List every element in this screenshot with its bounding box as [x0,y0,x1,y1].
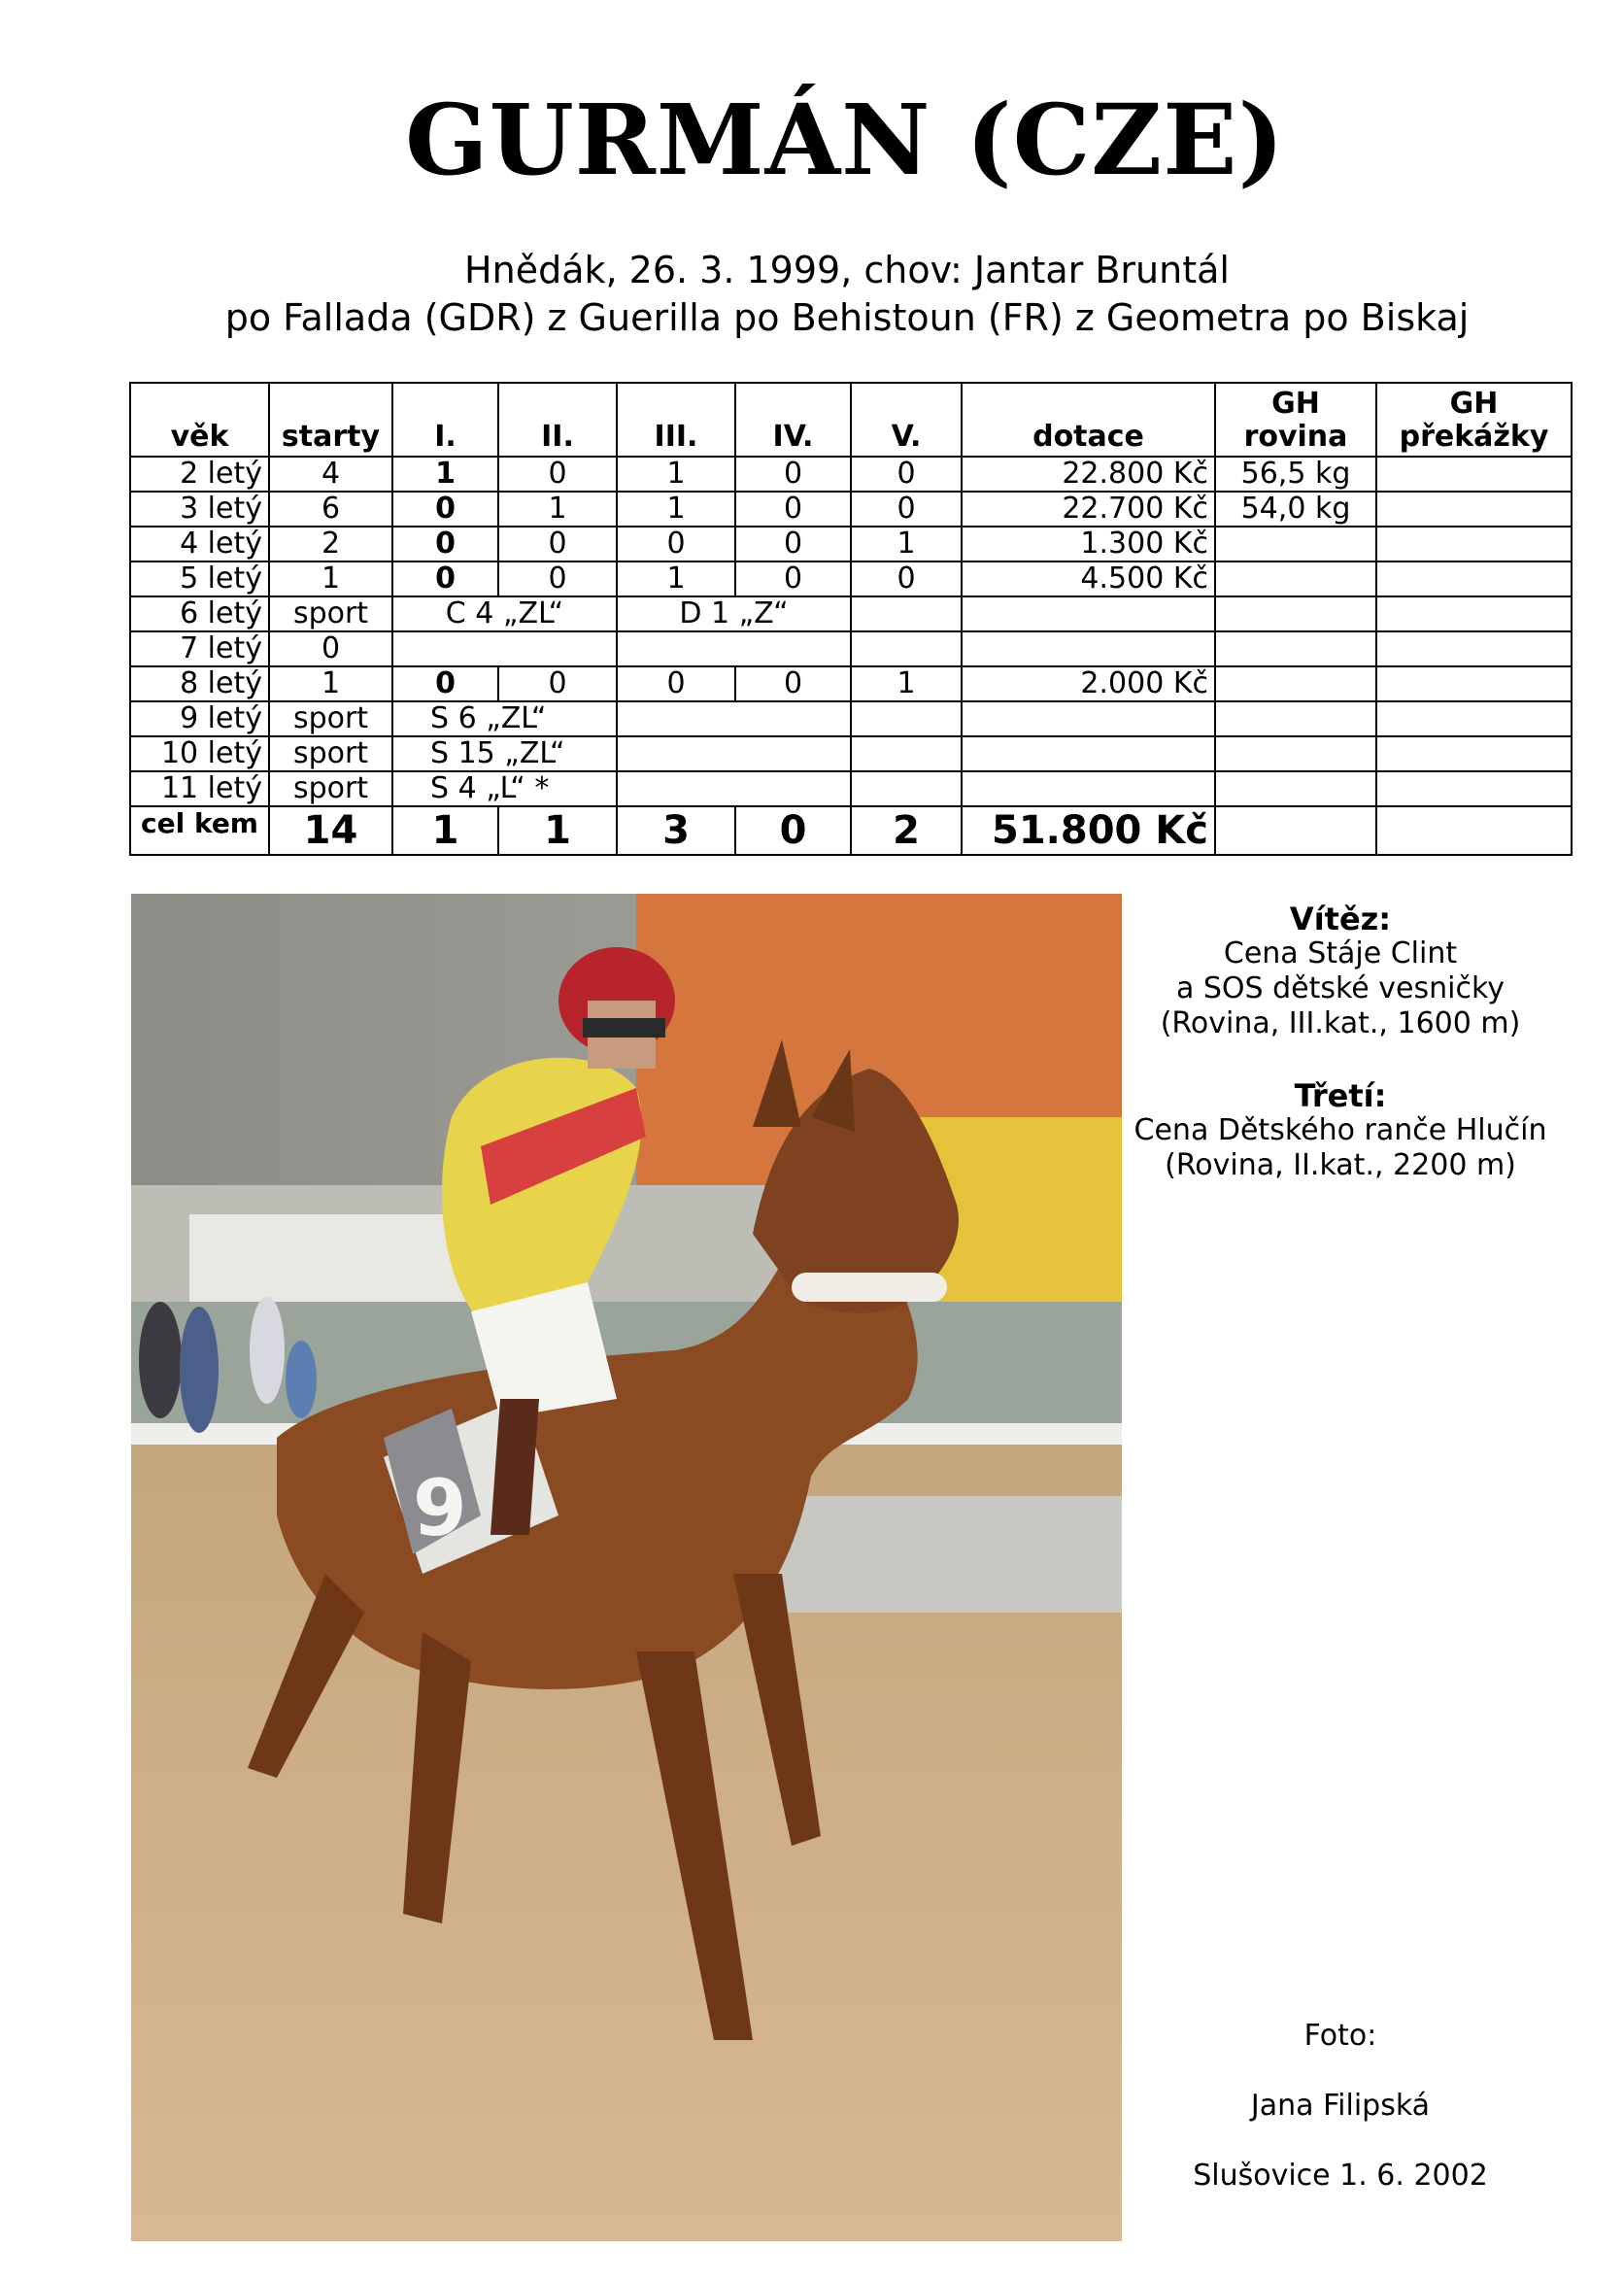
header-gh-rovina [1215,383,1376,457]
cell-empty [1215,771,1376,806]
cell-vek: 8 letý [130,666,269,701]
photo-credit-place-date: Slušovice 1. 6. 2002 [1193,2159,1488,2193]
race-horse-photo [131,894,1122,2241]
header-place-4: IV. [735,383,851,457]
cell-place-4: 0 [735,666,851,701]
cell-sport-result: S 15 „ZL“ [392,736,617,771]
cell-empty [1376,596,1572,631]
cell-total-place-2: 1 [498,806,617,855]
cell-place-2: 1 [498,492,617,527]
table-row [130,457,1572,492]
header-place-1: I. [392,383,498,457]
third-heading: Třetí: [1294,1077,1387,1114]
cell-empty [1215,631,1376,666]
table-row [130,596,1572,631]
horse-details: Hnědák, 26. 3. 1999, chov: Jantar Bruntál [464,249,1230,291]
cell-empty [962,631,1215,666]
cell-place-5: 1 [851,527,962,561]
cell-empty [392,631,617,666]
cell-starty: sport [269,736,392,771]
header-gh-rovina-2: rovina [1243,420,1348,454]
cell-empty [851,596,962,631]
cell-place-4: 0 [735,561,851,596]
table-row [130,771,1572,806]
cell-empty [851,631,962,666]
cell-vek: 9 letý [130,701,269,736]
cell-empty [1376,806,1572,855]
header-starty: starty [269,383,392,457]
cell-gh-prekazky [1376,527,1572,561]
cell-empty [1376,701,1572,736]
cell-place-5: 1 [851,666,962,701]
cell-empty [1215,701,1376,736]
cell-starty: 2 [269,527,392,561]
cell-total-starty: 14 [269,806,392,855]
cell-vek: 6 letý [130,596,269,631]
cell-place-3: 1 [617,561,735,596]
table-row [130,492,1572,527]
cell-vek: 11 letý [130,771,269,806]
horse-pedigree: po Fallada (GDR) z Guerilla po Behistoun (FR) z Geometra po Biskaj [224,296,1470,339]
cell-total-dotace: 51.800 Kč [962,806,1215,855]
cell-vek: 4 letý [130,527,269,561]
cell-empty [851,771,962,806]
cell-empty [1376,666,1572,701]
cell-starty: 4 [269,457,392,492]
cell-place-4: 0 [735,457,851,492]
cell-gh-rovina: 54,0 kg [1215,492,1376,527]
table-row [130,631,1572,666]
cell-dotace: 22.800 Kč [962,457,1215,492]
cell-empty [851,701,962,736]
cell-place-3: 1 [617,457,735,492]
header-gh-prekazky-1: GH [1449,387,1499,421]
cell-place-3: 0 [617,527,735,561]
cell-dotace: 1.300 Kč [962,527,1215,561]
cell-starty: 0 [269,631,392,666]
third-race-line1: Cena Dětského ranče Hlučín [1133,1113,1547,1147]
header-dotace: dotace [962,383,1215,457]
cell-place-1: 0 [392,561,498,596]
cell-empty [1376,771,1572,806]
cell-gh-rovina [1215,527,1376,561]
cell-starty: 1 [269,561,392,596]
cell-gh-prekazky [1376,561,1572,596]
cell-place-5: 0 [851,457,962,492]
cell-empty [1376,736,1572,771]
header-place-5: V. [851,383,962,457]
photo-credit-label: Foto: [1303,2019,1377,2053]
cell-place-1: 0 [392,666,498,701]
cell-place-5: 0 [851,492,962,527]
header-gh-rovina-1: GH [1271,387,1320,421]
cell-place-2: 0 [498,527,617,561]
cell-gh-prekazky [1376,457,1572,492]
page-title: GURMÁN (CZE) [405,83,1285,197]
cell-place-2: 0 [498,561,617,596]
cell-starty: sport [269,596,392,631]
cell-vek: 7 letý [130,631,269,666]
cell-sport-result: S 6 „ZL“ [392,701,617,736]
cell-empty [962,771,1215,806]
cell-vek: 5 letý [130,561,269,596]
cell-empty [1215,736,1376,771]
cell-place-5: 0 [851,561,962,596]
winner-heading: Vítěz: [1289,901,1392,937]
table-row [130,527,1572,561]
header-place-3: III. [617,383,735,457]
cell-total-place-1: 1 [392,806,498,855]
cell-place-2: 0 [498,457,617,492]
cell-place-3: 1 [617,492,735,527]
cell-empty [962,596,1215,631]
cell-starty: sport [269,701,392,736]
third-place-section [1127,1078,1554,1183]
table-row [130,561,1572,596]
winner-section [1127,902,1554,1041]
cell-gh-rovina: 56,5 kg [1215,457,1376,492]
winner-race-line1: Cena Stáje Clint [1223,936,1458,970]
cell-vek: 2 letý [130,457,269,492]
cell-dotace: 4.500 Kč [962,561,1215,596]
saddle-number: 9 [413,1463,467,1553]
cell-sport-result: C 4 „ZL“ [392,596,617,631]
third-race-line2: (Rovina, II.kat., 2200 m) [1165,1148,1516,1182]
winner-race-line3: (Rovina, III.kat., 1600 m) [1160,1006,1521,1040]
cell-place-1: 0 [392,527,498,561]
cell-total-place-3: 3 [617,806,735,855]
cell-empty [617,736,851,771]
header-vek: věk [130,383,269,457]
header-gh-prekazky [1376,383,1572,457]
cell-sport-result: S 4 „L“ * [392,771,617,806]
cell-empty [851,736,962,771]
cell-empty [617,631,851,666]
cell-total-label: cel kem [130,806,269,855]
cell-empty [1215,666,1376,701]
cell-place-1: 1 [392,457,498,492]
cell-place-4: 0 [735,492,851,527]
table-row [130,701,1572,736]
cell-gh-prekazky [1376,492,1572,527]
cell-place-1: 0 [392,492,498,527]
cell-empty [962,701,1215,736]
cell-place-3: 0 [617,666,735,701]
cell-empty [1215,806,1376,855]
table-row [130,736,1572,771]
cell-empty [617,771,851,806]
cell-empty [617,701,851,736]
cell-total-place-4: 0 [735,806,851,855]
cell-gh-rovina [1215,561,1376,596]
cell-empty [962,736,1215,771]
race-statistics-table [129,382,1573,856]
photo-credit-name: Jana Filipská [1250,2089,1431,2123]
cell-sport-result: D 1 „Z“ [617,596,851,631]
winner-race-line2: a SOS dětské vesničky [1175,971,1506,1005]
cell-place-2: 0 [498,666,617,701]
cell-total-place-5: 2 [851,806,962,855]
cell-empty [1215,596,1376,631]
cell-empty [1376,631,1572,666]
table-header-row [130,383,1572,457]
table-total-row [130,806,1572,855]
cell-dotace: 22.700 Kč [962,492,1215,527]
cell-starty: 6 [269,492,392,527]
horse-illustration [131,894,1122,2241]
cell-starty: sport [269,771,392,806]
cell-place-4: 0 [735,527,851,561]
table-row [130,666,1572,701]
cell-vek: 10 letý [130,736,269,771]
cell-dotace: 2.000 Kč [962,666,1215,701]
cell-vek: 3 letý [130,492,269,527]
cell-starty: 1 [269,666,392,701]
header-gh-prekazky-2: překážky [1399,420,1549,454]
header-place-2: II. [498,383,617,457]
